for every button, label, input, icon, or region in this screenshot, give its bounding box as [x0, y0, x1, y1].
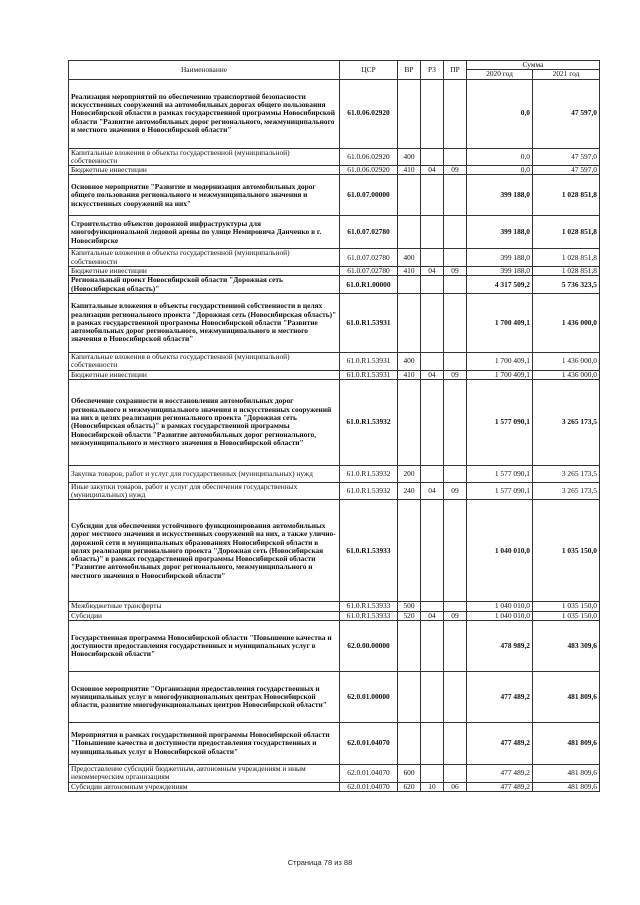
row-sum-2020: 477 489,2: [467, 672, 533, 723]
table-row: [69, 602, 600, 611]
table-row: [69, 782, 600, 791]
row-vr: [398, 723, 421, 765]
row-csr: 62.0.01.04070: [340, 782, 398, 791]
table-row: [69, 379, 600, 465]
row-sum-2021: 1 035 150,0: [533, 611, 600, 620]
row-name: Субсидии для обеспечения устойчивого функционирования автомобильных дорог местного значения и искусственных сооружений на них, а также улично-дорожной сети в муниципальных образованиях Новосибирской области в целях реализации регионального проекта "Дорожная сеть (Новосибирская область)" в рамках государственной программы Новосибирской области "Развитие автомобильных дорог регионального, межмуниципального и местного значения в Новосибирской области": [69, 500, 340, 602]
row-name: Закупка товаров, работ и услуг для государственных (муниципальных) нужд: [69, 465, 340, 482]
row-rz: [421, 602, 444, 611]
row-pr: [444, 602, 467, 611]
row-rz: [421, 79, 444, 148]
row-vr: [398, 79, 421, 148]
row-vr: 400: [398, 148, 421, 166]
row-rz: [421, 621, 444, 672]
row-pr: [444, 175, 467, 216]
row-vr: 410: [398, 370, 421, 379]
row-vr: [398, 216, 421, 249]
row-rz: 04: [421, 611, 444, 620]
row-sum-2020: 1 577 090,1: [467, 465, 533, 482]
row-pr: [444, 500, 467, 602]
row-pr: 09: [444, 267, 467, 276]
row-name: Капитальные вложения в объекты государственной (муниципальной) собственности: [69, 352, 340, 370]
row-csr: 61.0.R1.53931: [340, 370, 398, 379]
row-sum-2020: 477 489,2: [467, 782, 533, 791]
row-name: Субсидии: [69, 611, 340, 620]
row-pr: [444, 379, 467, 465]
row-sum-2020: 1 040 010,0: [467, 500, 533, 602]
row-rz: [421, 175, 444, 216]
row-vr: [398, 379, 421, 465]
row-name: Бюджетные инвестиции: [69, 267, 340, 276]
row-sum-2021: 1 028 851,8: [533, 249, 600, 267]
row-name: Межбюджетные трансферты: [69, 602, 340, 611]
row-csr: 62.0.01.04070: [340, 723, 398, 765]
table-row: [69, 267, 600, 276]
row-sum-2020: 1 700 409,1: [467, 293, 533, 352]
row-vr: 400: [398, 352, 421, 370]
table-row: [69, 148, 600, 166]
row-sum-2021: 481 809,6: [533, 765, 600, 783]
table-row: [69, 500, 600, 602]
row-sum-2020: 0,0: [467, 166, 533, 175]
header-year-2020: 2020 год: [467, 70, 533, 79]
row-rz: [421, 276, 444, 294]
row-sum-2021: 3 265 173,5: [533, 465, 600, 482]
row-vr: [398, 621, 421, 672]
row-pr: 09: [444, 166, 467, 175]
row-sum-2020: 1 040 010,0: [467, 611, 533, 620]
row-pr: 09: [444, 370, 467, 379]
row-name: Обеспечение сохранности и восстановления автомобильных дорог регионального и межмуниципального значения и искусственных сооружений на них в целях реализации регионального проекта "Дорожная сеть (Новосибирская область)" в рамках государственной программы Новосибирской области "Развитие автомобильных дорог регионального, межмуниципального и местного значения в Новосибирской области": [69, 379, 340, 465]
table-row: [69, 621, 600, 672]
row-vr: 240: [398, 482, 421, 500]
table-row: [69, 276, 600, 294]
row-sum-2021: 1 035 150,0: [533, 500, 600, 602]
row-csr: 61.0.07.00000: [340, 175, 398, 216]
row-name: Капитальные вложения в объекты государственной (муниципальной) собственности: [69, 249, 340, 267]
row-sum-2021: 1 436 000,0: [533, 370, 600, 379]
row-pr: [444, 148, 467, 166]
row-pr: [444, 621, 467, 672]
row-csr: 61.0.R1.00000: [340, 276, 398, 294]
row-sum-2021: 3 265 173,5: [533, 379, 600, 465]
header-vr: ВР: [398, 61, 421, 80]
row-pr: 06: [444, 782, 467, 791]
row-vr: [398, 500, 421, 602]
row-rz: 04: [421, 267, 444, 276]
row-pr: [444, 249, 467, 267]
row-vr: [398, 175, 421, 216]
row-csr: 61.0.06.02920: [340, 79, 398, 148]
row-csr: 62.0.00.00000: [340, 621, 398, 672]
row-name: Реализация мероприятий по обеспечению транспортной безопасности искусственных сооружений на автомобильных дорогах общего пользования Новосибирской области в рамках государственной программы Новосибирской области "Развитие автомобильных дорог регионального, межмуниципального и местного значения в Новосибирской области": [69, 79, 340, 148]
row-sum-2021: 1 436 000,0: [533, 293, 600, 352]
row-vr: 600: [398, 765, 421, 783]
header-sum: Сумма: [467, 61, 600, 70]
row-pr: [444, 293, 467, 352]
table-row: [69, 175, 600, 216]
row-csr: 61.0.07.02780: [340, 249, 398, 267]
row-pr: 09: [444, 482, 467, 500]
row-pr: [444, 79, 467, 148]
row-pr: [444, 216, 467, 249]
table-row: [69, 723, 600, 765]
row-name: Капитальные вложения в объекты государственной собственности в целях реализации регионального проекта "Дорожная сеть (Новосибирская область)" в рамках государственной программы Новосибирской области "Развитие автомобильных дорог регионального, межмуниципального и местного значения в Новосибирской области": [69, 293, 340, 352]
row-rz: [421, 765, 444, 783]
row-csr: 61.0.07.02780: [340, 267, 398, 276]
row-sum-2021: 481 809,6: [533, 672, 600, 723]
row-sum-2021: 47 597,0: [533, 166, 600, 175]
row-sum-2020: 399 188,0: [467, 216, 533, 249]
row-name: Иные закупки товаров, работ и услуг для обеспечения государственных (муниципальных) нужд: [69, 482, 340, 500]
row-vr: 400: [398, 249, 421, 267]
row-rz: 04: [421, 482, 444, 500]
row-rz: [421, 465, 444, 482]
row-name: Бюджетные инвестиции: [69, 370, 340, 379]
row-rz: [421, 216, 444, 249]
row-name: Мероприятия в рамках государственной программы Новосибирской области "Повышение качества и доступности предоставления государственных и муниципальных услуг в Новосибирской области": [69, 723, 340, 765]
table-header-row: [69, 61, 600, 70]
row-name: Государственная программа Новосибирской области "Повышение качества и доступности предоставления государственных и муниципальных услуг в Новосибирской области": [69, 621, 340, 672]
table-row: [69, 166, 600, 175]
row-csr: 62.0.01.04070: [340, 765, 398, 783]
row-csr: 61.0.R1.53932: [340, 482, 398, 500]
row-vr: [398, 293, 421, 352]
row-sum-2020: 477 489,2: [467, 765, 533, 783]
row-csr: 61.0.07.02780: [340, 216, 398, 249]
row-csr: 61.0.06.02920: [340, 148, 398, 166]
budget-table: [68, 60, 600, 792]
row-name: Бюджетные инвестиции: [69, 166, 340, 175]
row-vr: 410: [398, 166, 421, 175]
table-row: [69, 216, 600, 249]
row-rz: [421, 352, 444, 370]
table-row: [69, 465, 600, 482]
row-sum-2020: 0,0: [467, 79, 533, 148]
row-sum-2021: 481 809,6: [533, 782, 600, 791]
row-csr: 62.0.01.00000: [340, 672, 398, 723]
row-pr: [444, 276, 467, 294]
row-sum-2021: 1 028 851,8: [533, 216, 600, 249]
row-csr: 61.0.R1.53933: [340, 500, 398, 602]
row-csr: 61.0.R1.53932: [340, 465, 398, 482]
row-pr: 09: [444, 611, 467, 620]
header-year-2021: 2021 год: [533, 70, 600, 79]
row-sum-2020: 1 700 409,1: [467, 370, 533, 379]
row-vr: 620: [398, 782, 421, 791]
row-sum-2021: 1 028 851,8: [533, 267, 600, 276]
row-sum-2020: 0,0: [467, 148, 533, 166]
row-name: Субсидии автономным учреждениям: [69, 782, 340, 791]
row-vr: 500: [398, 602, 421, 611]
row-sum-2021: 5 736 323,5: [533, 276, 600, 294]
header-csr: ЦСР: [340, 61, 398, 80]
row-sum-2021: 1 028 851,8: [533, 175, 600, 216]
row-name: Строительство объектов дорожной инфраструктуры для многофункциональной ледовой арены по улице Немировича Данченко в г. Новосибирске: [69, 216, 340, 249]
row-sum-2021: 47 597,0: [533, 148, 600, 166]
row-sum-2020: 1 577 090,1: [467, 379, 533, 465]
table-row: [69, 370, 600, 379]
row-vr: [398, 276, 421, 294]
row-pr: [444, 672, 467, 723]
row-sum-2020: 477 489,2: [467, 723, 533, 765]
row-sum-2021: 481 809,6: [533, 723, 600, 765]
header-name: Наименование: [69, 61, 340, 80]
table-row: [69, 249, 600, 267]
row-vr: 520: [398, 611, 421, 620]
row-rz: [421, 379, 444, 465]
row-name: Предоставление субсидий бюджетным, автономным учреждениям и иным некоммерческим организациям: [69, 765, 340, 783]
table-row: [69, 482, 600, 500]
row-csr: 61.0.R1.53931: [340, 352, 398, 370]
table-row: [69, 293, 600, 352]
row-sum-2020: 399 188,0: [467, 267, 533, 276]
row-name: Основное мероприятие "Организация предоставления государственных и муниципальных услуг в многофункциональных центрах Новосибирской области, развитие многофункциональных центров Новосибирской области": [69, 672, 340, 723]
row-name: Капитальные вложения в объекты государственной (муниципальной) собственности: [69, 148, 340, 166]
row-csr: 61.0.06.02920: [340, 166, 398, 175]
row-name: Региональный проект Новосибирской области "Дорожная сеть (Новосибирская область)": [69, 276, 340, 294]
header-pr: ПР: [444, 61, 467, 80]
row-sum-2021: 1 436 000,0: [533, 352, 600, 370]
row-sum-2020: 399 188,0: [467, 175, 533, 216]
row-rz: 04: [421, 370, 444, 379]
row-rz: [421, 293, 444, 352]
table-row: [69, 611, 600, 620]
row-rz: [421, 500, 444, 602]
row-vr: 200: [398, 465, 421, 482]
row-csr: 61.0.R1.53932: [340, 379, 398, 465]
row-vr: [398, 672, 421, 723]
row-sum-2021: 3 265 173,5: [533, 482, 600, 500]
header-rz: РЗ: [421, 61, 444, 80]
row-rz: [421, 148, 444, 166]
row-rz: [421, 672, 444, 723]
row-sum-2021: 47 597,0: [533, 79, 600, 148]
row-sum-2020: 4 317 509,2: [467, 276, 533, 294]
row-sum-2020: 399 188,0: [467, 249, 533, 267]
row-sum-2021: 1 035 150,0: [533, 602, 600, 611]
row-vr: 410: [398, 267, 421, 276]
row-pr: [444, 465, 467, 482]
page-number: Страница 78 из 88: [287, 858, 353, 867]
row-csr: 61.0.R1.53933: [340, 602, 398, 611]
row-csr: 61.0.R1.53931: [340, 293, 398, 352]
row-sum-2021: 483 309,6: [533, 621, 600, 672]
row-sum-2020: 1 577 090,1: [467, 482, 533, 500]
row-pr: [444, 723, 467, 765]
row-name: Основное мероприятие "Развитие и модернизация автомобильных дорог общего пользования регионального и межмуниципального значения и искусственных сооружений на них": [69, 175, 340, 216]
row-rz: [421, 723, 444, 765]
row-sum-2020: 1 700 409,1: [467, 352, 533, 370]
row-csr: 61.0.R1.53933: [340, 611, 398, 620]
row-pr: [444, 352, 467, 370]
row-sum-2020: 478 989,2: [467, 621, 533, 672]
row-pr: [444, 765, 467, 783]
row-rz: 10: [421, 782, 444, 791]
row-rz: 04: [421, 166, 444, 175]
table-row: [69, 672, 600, 723]
row-sum-2020: 1 040 010,0: [467, 602, 533, 611]
row-rz: [421, 249, 444, 267]
table-row: [69, 352, 600, 370]
table-row: [69, 765, 600, 783]
table-row: [69, 79, 600, 148]
